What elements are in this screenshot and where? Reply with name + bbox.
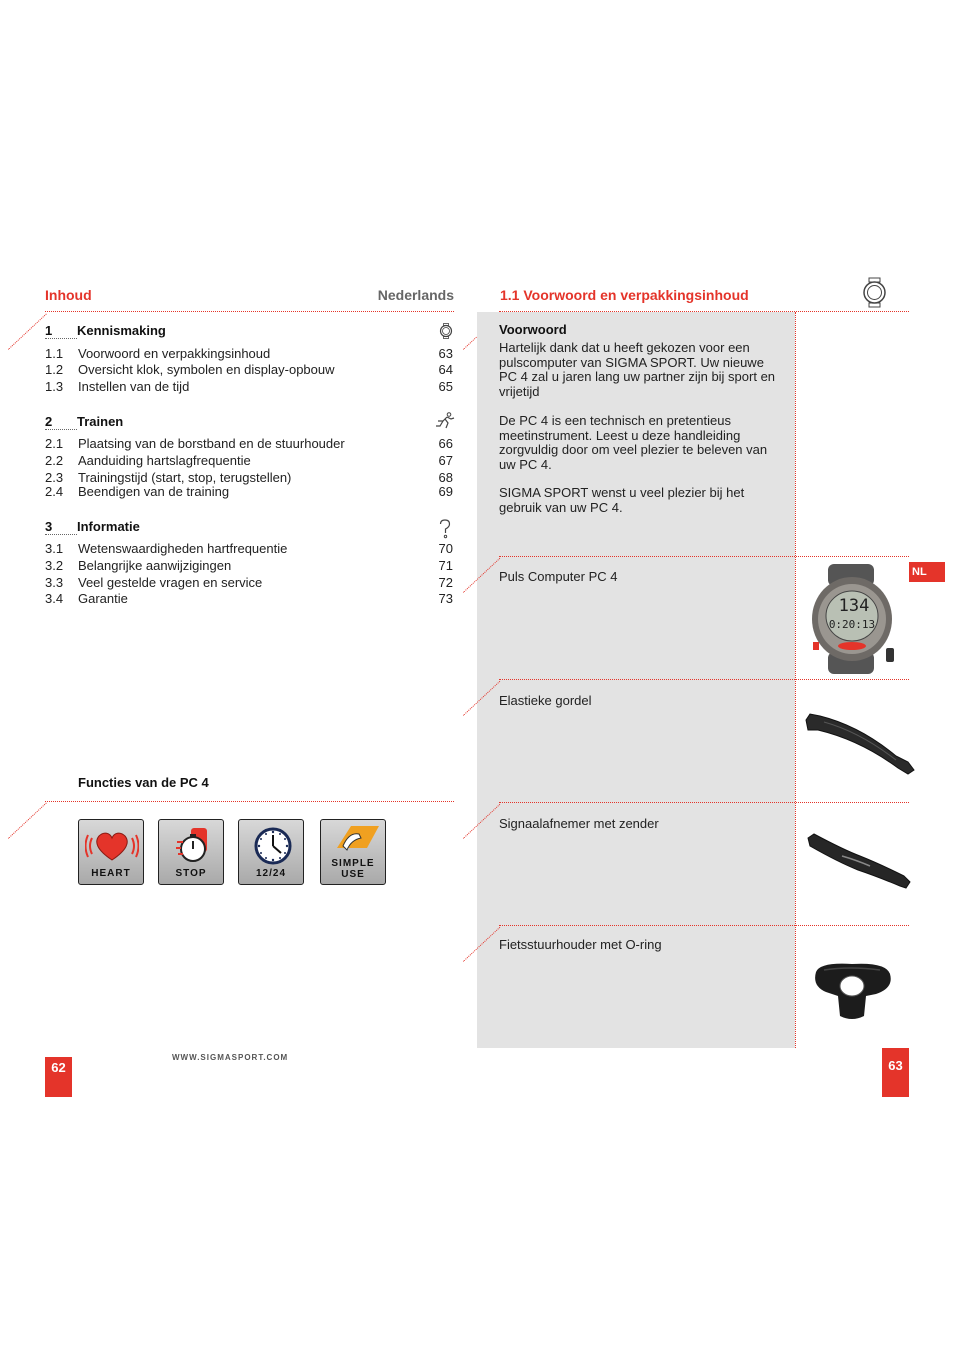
chest-strap-image (804, 830, 914, 894)
panel-divider (795, 312, 796, 1048)
section-heading-1[interactable] (45, 322, 166, 340)
language-tab: NL (909, 562, 945, 582)
feature-label: HEART (91, 868, 131, 879)
toc-item[interactable]: 2.3 Trainingstijd (start, stop, terugstellen) 68 (45, 470, 453, 485)
section-number: 1 (45, 323, 77, 339)
watch-outline-icon (439, 323, 453, 339)
section-number: 2 (45, 414, 77, 430)
toc-item[interactable]: 3.3 Veel gestelde vragen en service 72 (45, 575, 453, 590)
section-heading-3[interactable] (45, 518, 140, 536)
website: WWW.SIGMASPORT.COM (172, 1053, 289, 1062)
functions-title: Functies van de PC 4 (78, 775, 209, 790)
toc-item[interactable]: 1.3 Instellen van de tijd 65 (45, 379, 453, 394)
feature-heart (78, 819, 144, 885)
foreword-paragraph: Hartelijk dank dat u heeft gekozen voor een pulscomputer van SIGMA SPORT. Uw nieuwe PC 4 zal u jaren lang uw partner zijn bij sport en vrijetijd (499, 340, 776, 399)
watch-image (810, 564, 894, 674)
section-title: Kennismaking (77, 323, 166, 338)
foreword-paragraph: De PC 4 is een technisch en pretentieus meetinstrument. Leest u deze handleiding zorgvuldig door om veel plezier te beleven van uw PC 4. (499, 413, 768, 472)
handlebar-holder-image (810, 960, 894, 1022)
item-divider (499, 802, 909, 803)
item-divider (499, 925, 909, 926)
watch-display-bottom: 0:20:13 (828, 618, 876, 631)
foreword-paragraph: SIGMA SPORT wenst u veel plezier bij het gebruik van uw PC 4. (499, 485, 745, 515)
stopwatch-icon (173, 826, 213, 864)
watch-outline-icon (861, 277, 888, 308)
page-number-left: 62 (45, 1057, 72, 1097)
toc-item[interactable]: 2.1 Plaatsing van de borstband en de stuurhouder 66 (45, 436, 453, 451)
page-number-right: 63 (882, 1048, 909, 1097)
item-label-belt: Elastieke gordel (499, 693, 592, 708)
item-label-watch: Puls Computer PC 4 (499, 569, 618, 584)
toc-item[interactable]: 2.4 Beendigen van de training 69 (45, 484, 453, 499)
functions-divider (45, 801, 454, 802)
feature-label: STOP (175, 868, 207, 879)
item-label-holder: Fietsstuurhouder met O-ring (499, 937, 662, 952)
toc-item[interactable]: 3.4 Garantie 73 (45, 591, 453, 606)
question-mark-icon (438, 519, 452, 539)
functions-diagonal (8, 803, 47, 839)
toc-item[interactable]: 1.2 Oversicht klok, symbolen en display-opbouw 64 (45, 362, 453, 377)
section-title: Trainen (77, 414, 124, 429)
elastic-belt-image (800, 708, 918, 778)
section-number: 3 (45, 519, 77, 535)
feature-label: SIMPLE USE (331, 858, 375, 880)
item-divider (499, 556, 909, 557)
item-divider (499, 679, 909, 680)
toc-item[interactable]: 2.2 Aanduiding hartslagfrequentie 67 (45, 453, 453, 468)
header-diagonal (8, 314, 47, 350)
runner-icon (435, 412, 455, 429)
heart-icon (85, 828, 139, 864)
feature-simple-use (320, 819, 386, 885)
feature-clock (238, 819, 304, 885)
feature-label: 12/24 (255, 868, 287, 879)
clock-icon (253, 826, 293, 866)
item-label-transmitter: Signaalafnemer met zender (499, 816, 659, 831)
right-page-title: 1.1 Voorwoord en verpakkingsinhoud (500, 287, 749, 303)
toc-title: Inhoud (45, 287, 92, 303)
foreword-heading: Voorwoord (499, 322, 567, 337)
feature-stop (158, 819, 224, 885)
section-title: Informatie (77, 519, 140, 534)
toc-item[interactable]: 1.1 Voorwoord en verpakkingsinhoud 63 (45, 346, 453, 361)
simple-use-icon (329, 822, 379, 856)
toc-item[interactable]: 3.1 Wetenswaardigheden hartfrequentie 70 (45, 541, 453, 556)
section-heading-2[interactable] (45, 413, 123, 431)
language-label: Nederlands (377, 287, 454, 303)
watch-display-top: 134 (838, 596, 870, 616)
header-divider (45, 311, 454, 312)
toc-item[interactable]: 3.2 Belangrijke aanwijzigingen 71 (45, 558, 453, 573)
